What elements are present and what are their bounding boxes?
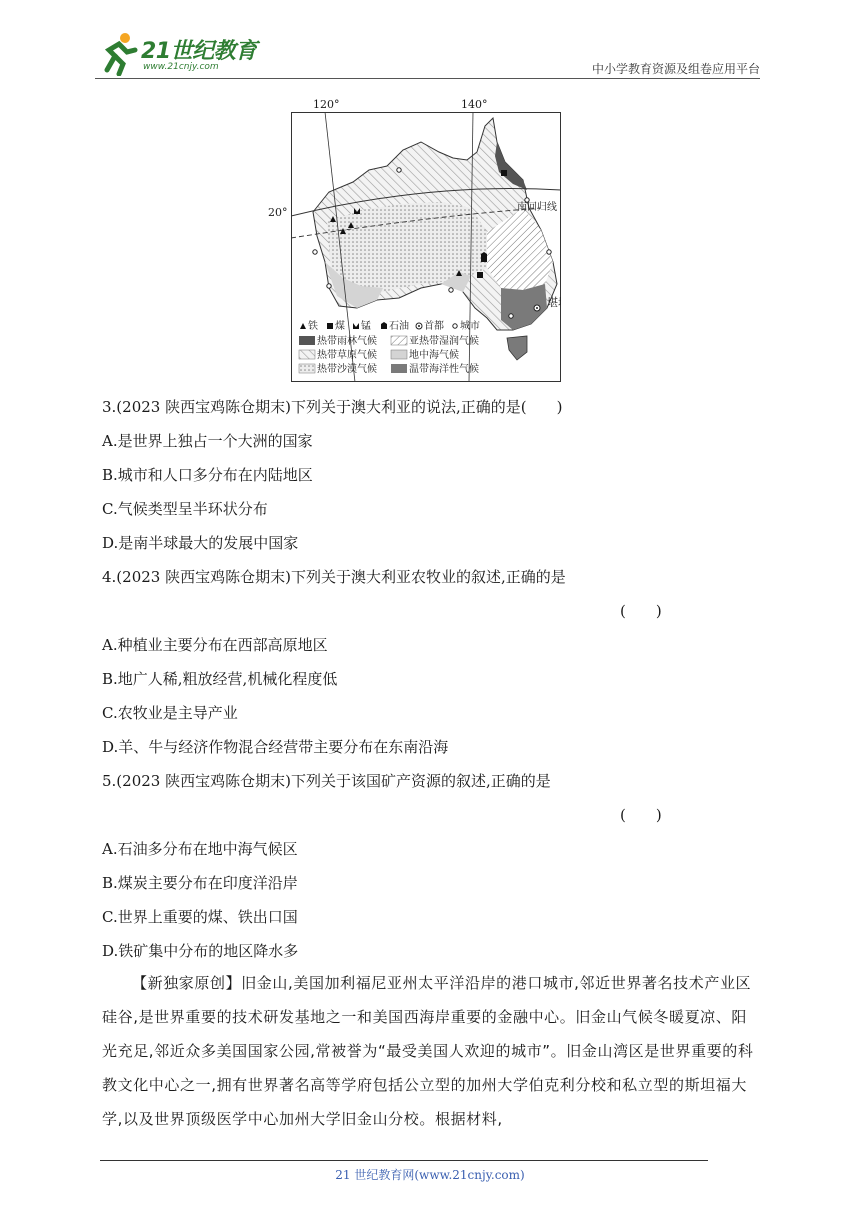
lon-120-top-label: 120°: [313, 98, 340, 111]
oil-marker-icon: [481, 252, 487, 262]
lon-140-top-label: 140°: [461, 98, 488, 111]
tropic-label: 南回归线: [517, 202, 557, 213]
q3-option-c[interactable]: C.气候类型呈半环状分布: [102, 500, 268, 518]
q4-option-a[interactable]: A.种植业主要分布在西部高原地区: [102, 636, 328, 654]
legend-manganese: 锰: [361, 321, 371, 332]
svg-text:南回归线: [517, 200, 557, 213]
legend-capital: 首都: [424, 321, 444, 332]
q5-option-c[interactable]: C.世界上重要的煤、铁出口国: [102, 908, 298, 926]
footer-text[interactable]: 21 世纪教育网(www.21cnjy.com): [335, 1168, 525, 1182]
legend-mediterranean: 地中海气候: [409, 350, 459, 361]
svg-text:堪培拉: [547, 295, 561, 309]
q4-answer-bracket: ( ): [620, 602, 662, 620]
legend-savanna: 热带草原气候: [317, 350, 377, 361]
coal-marker-icon: [501, 170, 507, 176]
legend-oil: 石油: [389, 321, 409, 332]
legend-rainforest: 热带雨林气候: [317, 336, 377, 347]
logo-text: 21世纪教育: [141, 39, 257, 64]
q3-option-b[interactable]: B.城市和人口多分布在内陆地区: [102, 466, 313, 484]
legend-temperate-marine: 温带海洋性气候: [409, 364, 479, 375]
lat-20-side-label: 20°: [268, 206, 288, 219]
logo-url: www.21cnjy.com: [143, 62, 219, 72]
page-header: [95, 30, 760, 80]
canberra-label: 堪: [547, 296, 558, 309]
q4-option-b[interactable]: B.地广人稀,粗放经营,机械化程度低: [102, 670, 338, 688]
australia-map: [291, 112, 561, 382]
site-logo[interactable]: [95, 30, 265, 78]
q5-option-b[interactable]: B.煤炭主要分布在印度洋沿岸: [102, 874, 298, 892]
question-5-stem: 5.(2023 陕西宝鸡陈仓期末)下列关于该国矿产资源的叙述,正确的是: [102, 772, 551, 790]
footer-divider: [100, 1160, 708, 1161]
legend-iron: 铁: [308, 321, 318, 332]
runner-logo-icon: [95, 30, 141, 76]
question-4-stem: 4.(2023 陕西宝鸡陈仓期末)下列关于澳大利亚农牧业的叙述,正确的是: [102, 568, 566, 586]
question-3-stem: 3.(2023 陕西宝鸡陈仓期末)下列关于澳大利亚的说法,正确的是( ): [102, 398, 563, 416]
q3-option-a[interactable]: A.是世界上独占一个大洲的国家: [102, 432, 313, 450]
q3-option-d[interactable]: D.是南半球最大的发展中国家: [102, 534, 299, 552]
header-platform-text: 中小学教育资源及组卷应用平台: [591, 62, 760, 76]
q4-option-d[interactable]: D.羊、牛与经济作物混合经营带主要分布在东南沿海: [102, 738, 449, 756]
passage-text: 【新独家原创】旧金山,美国加利福尼亚州太平洋沿岸的港口城市,邻近世界著名技术产业区硅谷,是世界重要的技术研发基地之一和美国西海岸重要的金融中心。旧金山气候冬暖夏凉、阳光充足,邻近众多美国国家公园,常被誉为“最受美国人欢迎的城市”。旧金山湾区是世界重要的科教文化中心之一,拥有世界著名高等学府包括公立型的加州大学伯克利分校和私立型的斯坦福大学,以及世界顶级医学中心加州大学旧金山分校。根据材料,: [102, 974, 754, 1128]
legend-coal: 煤: [335, 321, 345, 332]
q5-option-d[interactable]: D.铁矿集中分布的地区降水多: [102, 942, 299, 960]
legend-city: 城市: [460, 321, 480, 332]
q5-option-a[interactable]: A.石油多分布在地中海气候区: [102, 840, 298, 858]
city-marker-icon: [313, 250, 317, 254]
legend-desert: 热带沙漠气候: [317, 364, 377, 375]
header-divider: [95, 78, 760, 79]
q5-answer-bracket: ( ): [620, 806, 662, 824]
q4-option-c[interactable]: C.农牧业是主导产业: [102, 704, 238, 722]
legend-subtropical: 亚热带湿润气候: [409, 336, 479, 347]
